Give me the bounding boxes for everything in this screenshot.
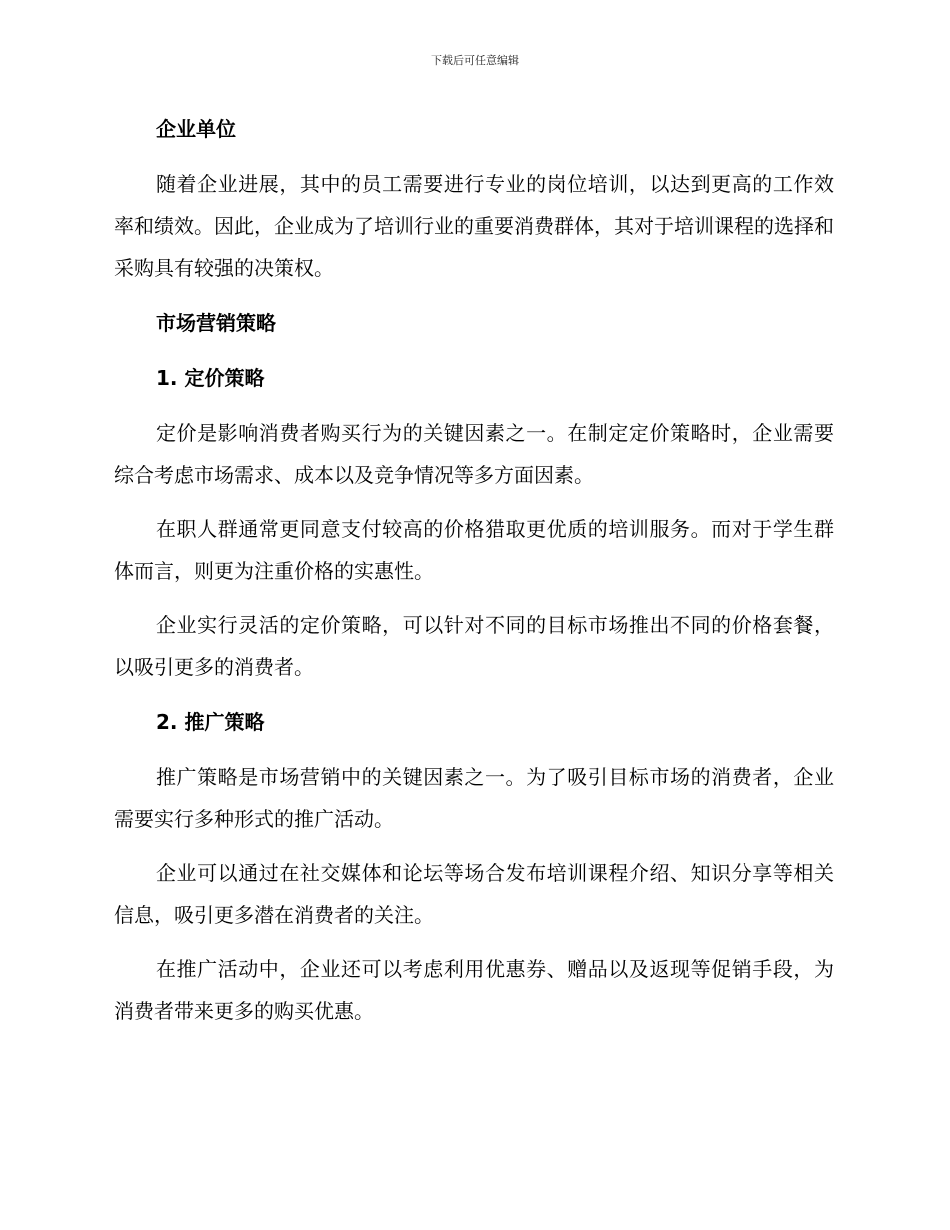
- heading-promotion-strategy: 2. 推广策略: [156, 710, 265, 734]
- page-header: 下载后可任意编辑: [431, 54, 519, 67]
- heading-enterprise: 企业单位: [156, 117, 236, 141]
- paragraph-pricing-3: 企业实行灵活的定价策略，可以针对不同的目标市场推出不同的价格套餐，以吸引更多的消费者。: [114, 613, 834, 679]
- paragraph-pricing-1: 定价是影响消费者购买行为的关键因素之一。在制定定价策略时，企业需要综合考虑市场需求、成本以及竞争情况等多方面因素。: [114, 421, 834, 487]
- document-body: [114, 108, 834, 1032]
- paragraph-pricing-2: 在职人群通常更同意支付较高的价格猎取更优质的培训服务。而对于学生群体而言，则更为注重价格的实惠性。: [114, 517, 834, 583]
- heading-marketing-strategy: 市场营销策略: [156, 311, 276, 335]
- paragraph-promotion-1: 推广策略是市场营销中的关键因素之一。为了吸引目标市场的消费者，企业需要实行多种形式的推广活动。: [114, 765, 834, 831]
- paragraph-promotion-2: 企业可以通过在社交媒体和论坛等场合发布培训课程介绍、知识分享等相关信息，吸引更多潜在消费者的关注。: [114, 861, 834, 927]
- paragraph-enterprise: 随着企业进展，其中的员工需要进行专业的岗位培训，以达到更高的工作效率和绩效。因此，企业成为了培训行业的重要消费群体，其对于培训课程的选择和采购具有较强的决策权。: [114, 172, 834, 280]
- heading-pricing-strategy: 1. 定价策略: [156, 366, 265, 390]
- paragraph-promotion-3: 在推广活动中，企业还可以考虑利用优惠券、赠品以及返现等促销手段，为消费者带来更多的购买优惠。: [114, 957, 834, 1023]
